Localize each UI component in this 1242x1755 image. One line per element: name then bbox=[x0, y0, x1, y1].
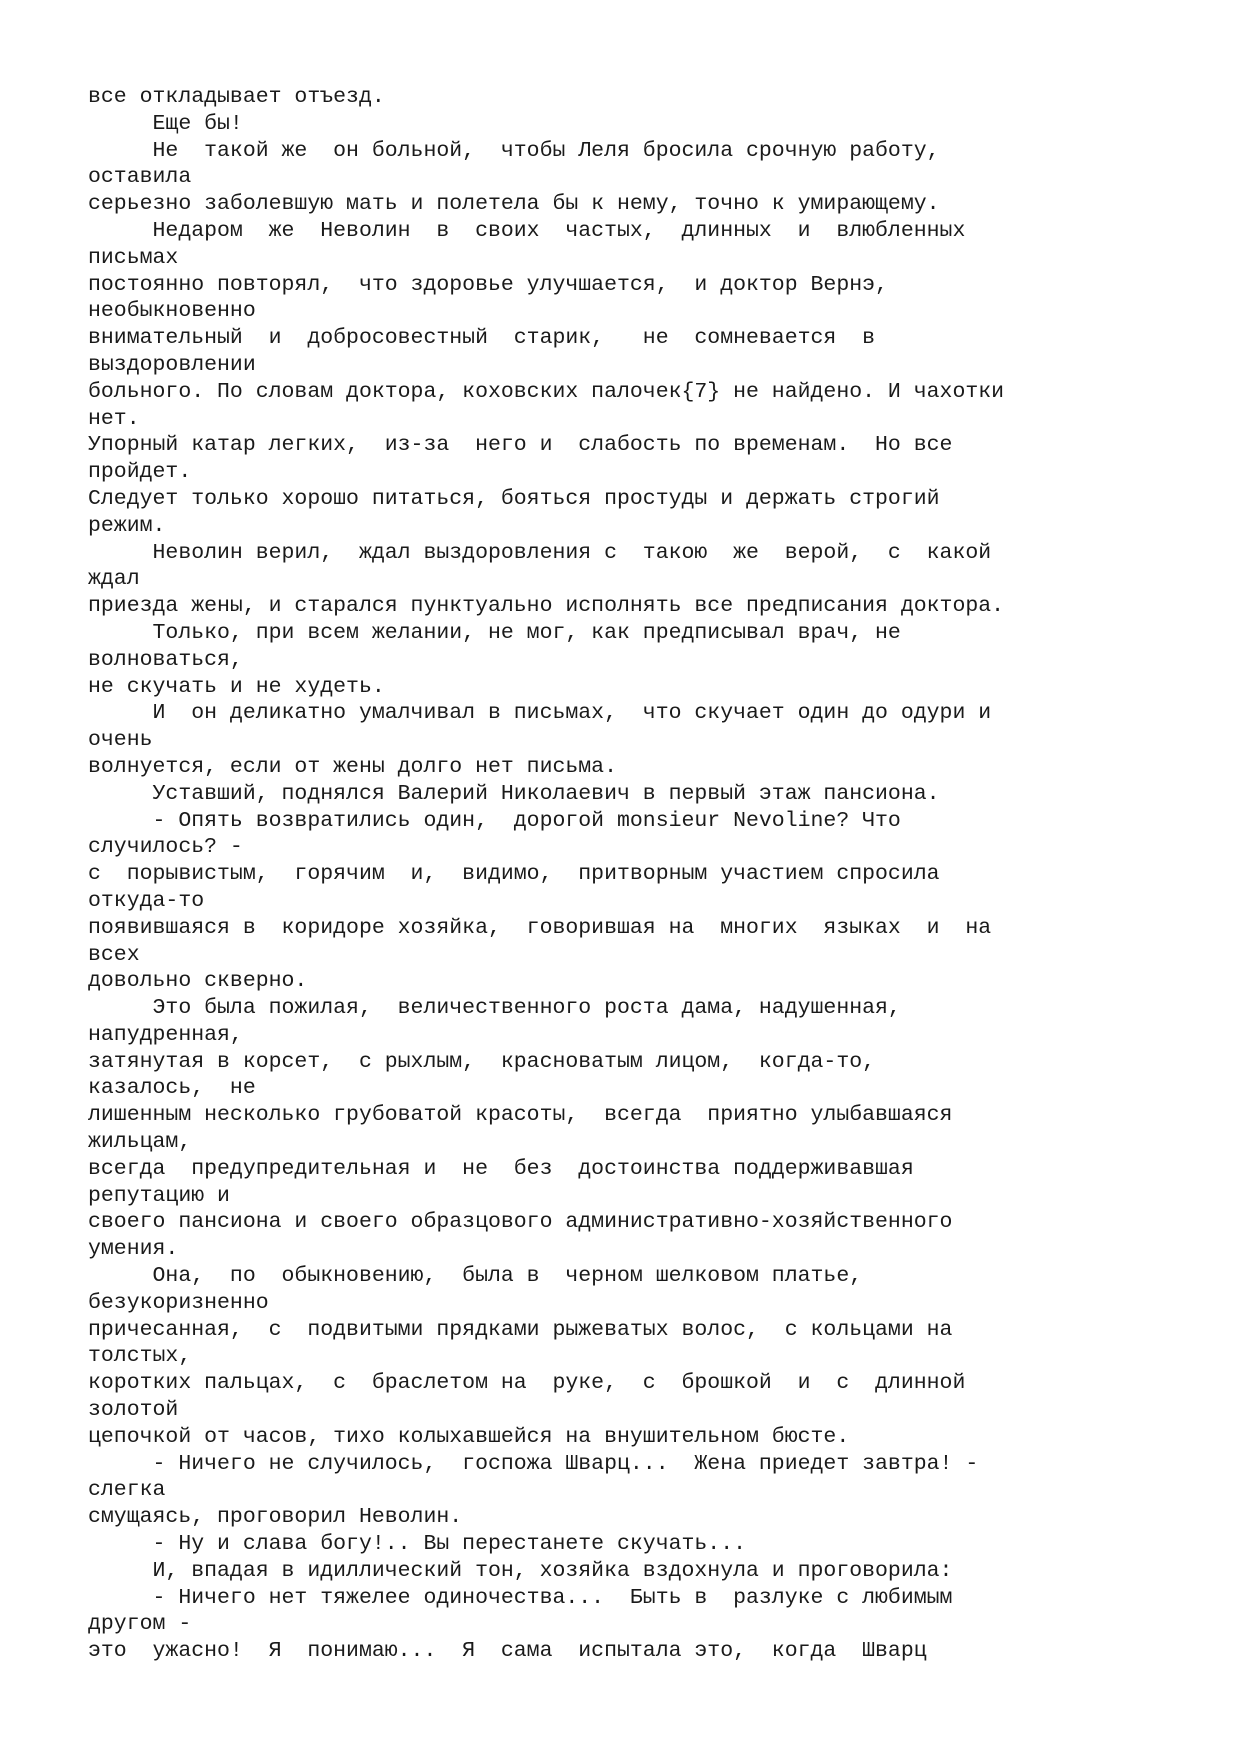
text-line: приезда жены, и старался пунктуально исполнять все предписания доктора. bbox=[88, 594, 1005, 619]
text-line: И он деликатно умалчивал в письмах, что скучает один до одури и bbox=[88, 701, 992, 726]
text-line: с порывистым, горячим и, видимо, притворным участием спросила bbox=[88, 862, 940, 887]
text-line: больного. По словам доктора, коховских палочек{7} не найдено. И чахотки bbox=[88, 379, 1005, 404]
text-line: Неволин верил, ждал выздоровления с такою же верой, с какой bbox=[88, 540, 992, 565]
text-line: жильцам, bbox=[88, 1130, 192, 1155]
text-line: лишенным несколько грубоватой красоты, всегда приятно улыбавшаяся bbox=[88, 1103, 953, 1128]
text-line: своего пансиона и своего образцового административно-хозяйственного bbox=[88, 1210, 953, 1235]
text-line: умения. bbox=[88, 1237, 179, 1262]
text-line: золотой bbox=[88, 1398, 179, 1423]
text-line: другом - bbox=[88, 1612, 192, 1637]
text-line: затянутая в корсет, с рыхлым, красноватым лицом, когда-то, bbox=[88, 1049, 876, 1074]
text-line: И, впадая в идиллический тон, хозяйка вздохнула и проговорила: bbox=[88, 1558, 953, 1583]
text-line: волноваться, bbox=[88, 647, 243, 672]
text-line: - Опять возвратились один, дорогой monsieur Nevoline? Что bbox=[88, 808, 901, 833]
text-line: случилось? - bbox=[88, 835, 243, 860]
text-line: откуда-то bbox=[88, 888, 205, 913]
text-line: - Ничего не случилось, госпожа Шварц... Жена приедет завтра! - bbox=[88, 1451, 979, 1476]
text-line: Следует только хорошо питаться, бояться простуды и держать строгий bbox=[88, 486, 940, 511]
text-line: Уставший, поднялся Валерий Николаевич в первый этаж пансиона. bbox=[88, 781, 940, 806]
text-line: - Ну и слава богу!.. Вы перестанете скучать... bbox=[88, 1532, 747, 1557]
text-line: довольно скверно. bbox=[88, 969, 308, 994]
text-line: необыкновенно bbox=[88, 299, 256, 324]
text-line: причесанная, с подвитыми прядками рыжеватых волос, с кольцами на bbox=[88, 1317, 953, 1342]
text-line: ждал bbox=[88, 567, 140, 592]
text-line: очень bbox=[88, 728, 153, 753]
text-line: все откладывает отъезд. bbox=[88, 85, 385, 109]
text-line: это ужасно! Я понимаю... Я сама испытала это, когда Шварц bbox=[88, 1639, 927, 1664]
text-line: не скучать и не худеть. bbox=[88, 674, 385, 699]
text-line: оставила bbox=[88, 165, 192, 190]
text-line: Упорный катар легких, из-за него и слабость по временам. Но все bbox=[88, 433, 953, 458]
text-line: появившаяся в коридоре хозяйка, говорившая на многих языках и на bbox=[88, 915, 992, 940]
text-line: письмах bbox=[88, 245, 179, 270]
text-line: серьезно заболевшую мать и полетела бы к нему, точно к умирающему. bbox=[88, 192, 940, 217]
text-line: напудренная, bbox=[88, 1022, 243, 1047]
text-line: казалось, не bbox=[88, 1076, 256, 1101]
text-line: безукоризненно bbox=[88, 1290, 269, 1315]
text-line: Недаром же Неволин в своих частых, длинных и влюбленных bbox=[88, 218, 966, 243]
text-line: Она, по обыкновению, была в черном шелковом платье, bbox=[88, 1264, 863, 1289]
text-line: выздоровлении bbox=[88, 352, 256, 377]
text-line: репутацию и bbox=[88, 1183, 230, 1208]
text-line: Только, при всем желании, не мог, как предписывал врач, не bbox=[88, 620, 901, 645]
text-line: Не такой же он больной, чтобы Леля бросила срочную работу, bbox=[88, 138, 940, 163]
text-line: всех bbox=[88, 942, 140, 967]
text-line: коротких пальцах, с браслетом на руке, с брошкой и с длинной bbox=[88, 1371, 966, 1396]
text-line: Еще бы! bbox=[88, 111, 243, 136]
text-line: толстых, bbox=[88, 1344, 192, 1369]
text-line: - Ничего нет тяжелее одиночества... Быть в разлуке с любимым bbox=[88, 1585, 953, 1610]
text-line: постоянно повторял, что здоровье улучшается, и доктор Вернэ, bbox=[88, 272, 888, 297]
text-line: всегда предупредительная и не без достоинства поддерживавшая bbox=[88, 1156, 914, 1181]
text-line: нет. bbox=[88, 406, 140, 431]
text-line: слегка bbox=[88, 1478, 166, 1503]
body-text bbox=[88, 84, 1208, 1665]
text-line: волнуется, если от жены долго нет письма. bbox=[88, 754, 617, 779]
text-line: пройдет. bbox=[88, 460, 192, 485]
text-line: смущаясь, проговорил Неволин. bbox=[88, 1505, 463, 1530]
text-line: Это была пожилая, величественного роста дама, надушенная, bbox=[88, 996, 901, 1021]
text-line: режим. bbox=[88, 513, 166, 538]
text-line: цепочкой от часов, тихо колыхавшейся на внушительном бюсте. bbox=[88, 1424, 850, 1449]
text-line: внимательный и добросовестный старик, не сомневается в bbox=[88, 326, 876, 351]
